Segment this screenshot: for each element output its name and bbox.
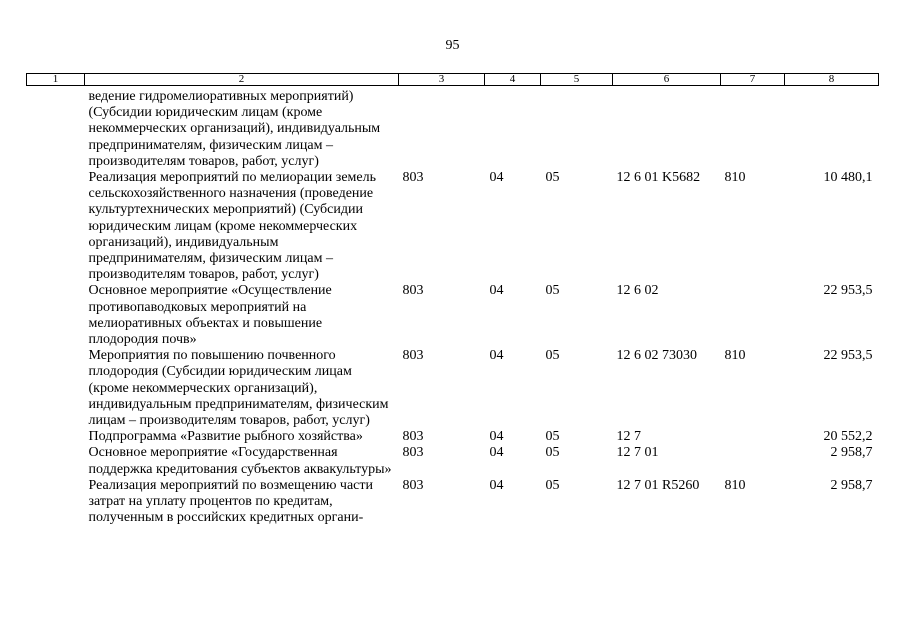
amount-cell: 22 953,5 <box>823 283 873 299</box>
budget-table <box>26 73 879 526</box>
expense-type-cell <box>721 429 785 445</box>
subsection-code-cell: 05 <box>545 348 560 364</box>
section-code-cell: 04 <box>489 283 504 299</box>
column-header: 4 <box>485 74 541 86</box>
table-row <box>27 283 879 348</box>
amount-cell: 10 480,1 <box>823 170 873 186</box>
column-header: 1 <box>27 74 85 86</box>
expense-type-cell: 810 <box>724 348 746 364</box>
section-code-cell <box>485 86 541 171</box>
column-header: 8 <box>785 74 879 86</box>
expense-type-cell <box>721 445 785 477</box>
row-number-cell <box>27 86 85 171</box>
description-cell: Основное мероприятие «Осуществление противопаводковых мероприятий на мелиоративных объектах и повышение плодородия почв» <box>88 283 332 348</box>
row-number-cell <box>27 283 85 348</box>
table-row <box>27 445 879 477</box>
page-number: 95 <box>445 38 460 53</box>
section-code-cell: 04 <box>489 429 504 445</box>
amount-cell <box>785 86 879 171</box>
description-cell: ведение гидромелиоративных мероприятий) (Субсидии юридическим лицам (кроме некоммерческих организаций), индивидуальным предпринимателям, физическим лицам – производителям товаров, работ, услуг) <box>88 89 381 169</box>
description-cell: Реализация мероприятий по возмещению части затрат на уплату процентов по кредитам, полученным в российских кредитных органи- <box>88 477 373 526</box>
row-number-cell <box>27 170 85 283</box>
section-code-cell: 04 <box>489 477 504 493</box>
target-article-cell: 12 7 01 <box>616 445 659 461</box>
ministry-code-cell: 803 <box>402 477 424 493</box>
table-row <box>27 348 879 429</box>
column-header: 5 <box>541 74 613 86</box>
column-header: 3 <box>399 74 485 86</box>
column-header: 6 <box>613 74 721 86</box>
subsection-code-cell <box>541 86 613 171</box>
ministry-code-cell <box>399 86 485 171</box>
table-row <box>27 170 879 283</box>
description-cell: Подпрограмма «Развитие рыбного хозяйства» <box>88 429 363 445</box>
description-cell: Основное мероприятие «Государственная поддержка кредитования субъектов аквакультуры» <box>88 445 392 477</box>
expense-type-cell: 810 <box>724 477 746 493</box>
amount-cell: 2 958,7 <box>830 445 873 461</box>
target-article-cell: 12 6 01 K5682 <box>616 170 701 186</box>
subsection-code-cell: 05 <box>545 477 560 493</box>
table-row <box>27 478 879 527</box>
expense-type-cell <box>721 86 785 171</box>
section-code-cell: 04 <box>489 348 504 364</box>
amount-cell: 20 552,2 <box>823 429 873 445</box>
ministry-code-cell: 803 <box>402 348 424 364</box>
target-article-cell: 12 6 02 <box>616 283 659 299</box>
ministry-code-cell: 803 <box>402 445 424 461</box>
expense-type-cell <box>721 283 785 348</box>
target-article-cell: 12 6 02 73030 <box>616 348 697 364</box>
description-cell: Мероприятия по повышению почвенного плодородия (Субсидии юридическим лицам (кроме некоммерческих организаций), индивидуальным предпринимателям, физическим лицам – производителям товаров, работ, услуг) <box>88 348 389 429</box>
row-number-cell <box>27 445 85 477</box>
description-cell: Реализация мероприятий по мелиорации земель сельскохозяйственного назначения (проведение культуртехнических мероприятий) (Субсидии юридическим лицам (кроме некоммерческих организаций), индивидуальным предпринимателям, физическим лицам – производителям товаров, работ, услуг) <box>88 170 376 283</box>
row-number-cell <box>27 478 85 527</box>
subsection-code-cell: 05 <box>545 170 560 186</box>
amount-cell: 22 953,5 <box>823 348 873 364</box>
subsection-code-cell: 05 <box>545 429 560 445</box>
amount-cell: 2 958,7 <box>830 477 873 493</box>
row-number-cell <box>27 429 85 445</box>
column-header: 2 <box>85 74 399 86</box>
ministry-code-cell: 803 <box>402 170 424 186</box>
ministry-code-cell: 803 <box>402 429 424 445</box>
column-number-header <box>27 74 879 86</box>
target-article-cell: 12 7 01 R5260 <box>616 477 700 493</box>
table-row <box>27 429 879 445</box>
expense-type-cell: 810 <box>724 170 746 186</box>
column-header: 7 <box>721 74 785 86</box>
subsection-code-cell: 05 <box>545 283 560 299</box>
row-number-cell <box>27 348 85 429</box>
ministry-code-cell: 803 <box>402 283 424 299</box>
target-article-cell <box>613 86 721 171</box>
table-row <box>27 86 879 171</box>
subsection-code-cell: 05 <box>545 445 560 461</box>
target-article-cell: 12 7 <box>616 429 641 445</box>
section-code-cell: 04 <box>489 445 504 461</box>
section-code-cell: 04 <box>489 170 504 186</box>
